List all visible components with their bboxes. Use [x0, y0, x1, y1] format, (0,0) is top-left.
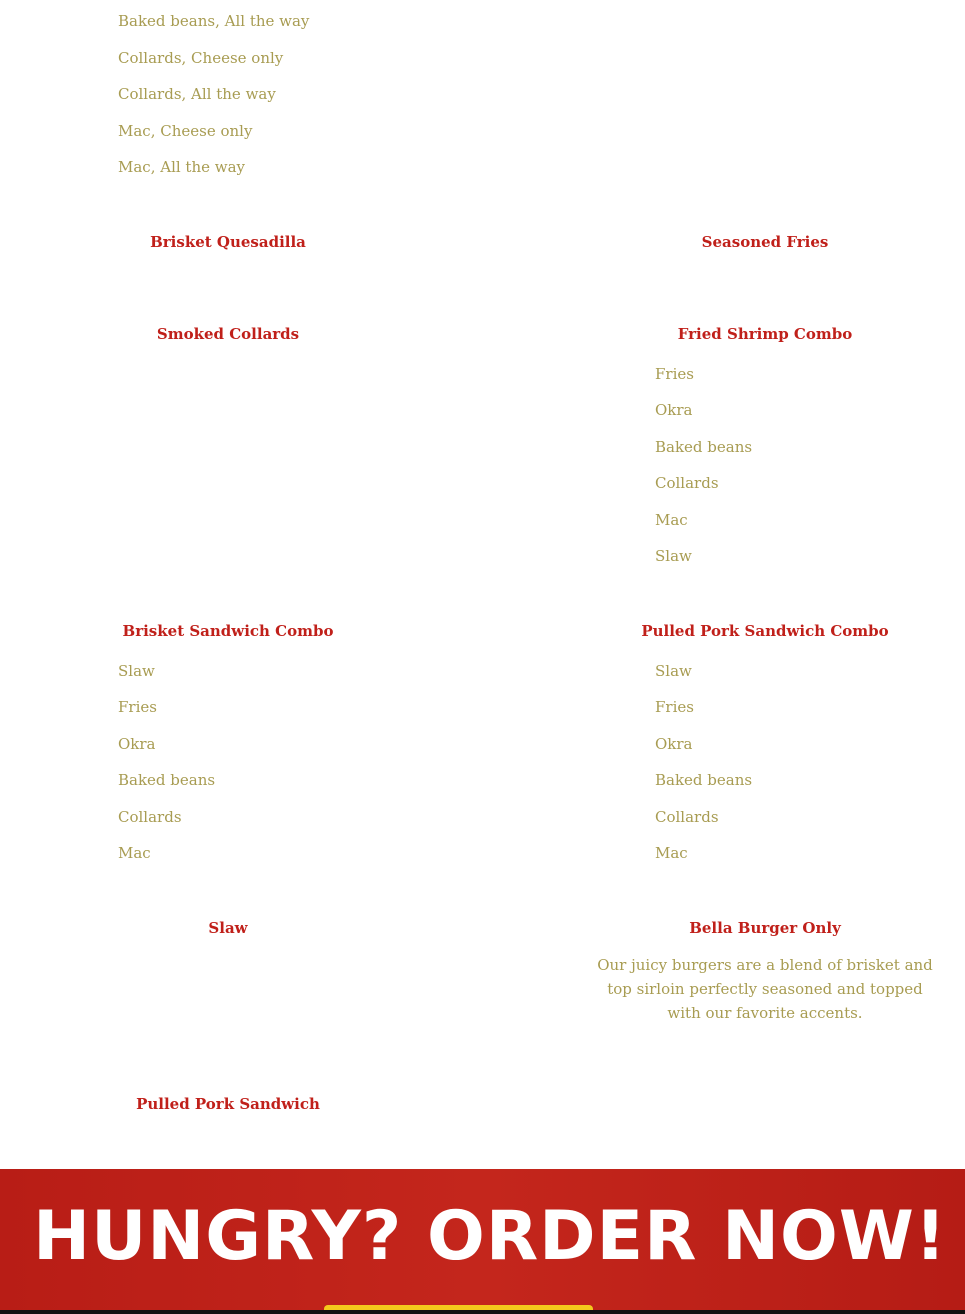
option-item[interactable]: Mac — [118, 844, 151, 862]
menu-item-title[interactable]: Brisket Quesadilla — [150, 233, 306, 251]
option-item[interactable]: Collards — [655, 474, 719, 492]
option-item[interactable]: Baked beans — [655, 771, 753, 789]
option-item[interactable]: Okra — [655, 401, 693, 419]
option-item[interactable]: Mac — [655, 511, 688, 529]
option-item[interactable]: Baked beans — [655, 438, 753, 456]
option-item[interactable]: Fries — [655, 365, 694, 383]
menu-item-title[interactable]: Seasoned Fries — [701, 233, 829, 251]
bottom-divider — [0, 1310, 965, 1314]
order-now-banner — [0, 1169, 965, 1314]
option-item[interactable]: Slaw — [118, 662, 155, 680]
option-item[interactable]: Collards, All the way — [118, 85, 276, 103]
option-item[interactable]: Collards, Cheese only — [118, 49, 284, 67]
option-item[interactable]: Baked beans, All the way — [118, 12, 310, 30]
menu-item-description: Our juicy burgers are a blend of brisket and top sirloin perfectly seasoned and topped with our favorite accents. — [597, 956, 933, 1022]
option-item[interactable]: Okra — [655, 735, 693, 753]
option-item[interactable]: Slaw — [655, 547, 692, 565]
option-item[interactable]: Collards — [655, 808, 719, 826]
option-item[interactable]: Mac, All the way — [118, 158, 246, 176]
option-item[interactable]: Baked beans — [118, 771, 216, 789]
banner-title: HUNGRY? ORDER NOW! — [33, 1197, 947, 1276]
menu-item-title[interactable]: Pulled Pork Sandwich — [136, 1095, 320, 1113]
menu-item-title[interactable]: Smoked Collards — [156, 325, 300, 343]
option-item[interactable]: Collards — [118, 808, 182, 826]
option-item[interactable]: Mac — [655, 844, 688, 862]
menu-item-title[interactable]: Fried Shrimp Combo — [677, 325, 853, 343]
option-item[interactable]: Okra — [118, 735, 156, 753]
option-item[interactable]: Fries — [655, 698, 694, 716]
option-item[interactable]: Fries — [118, 698, 157, 716]
option-item[interactable]: Mac, Cheese only — [118, 122, 253, 140]
menu-item-title[interactable]: Pulled Pork Sandwich Combo — [641, 622, 889, 640]
menu-item-title[interactable]: Bella Burger Only — [689, 919, 841, 937]
option-item[interactable]: Slaw — [655, 662, 692, 680]
menu-item-title[interactable]: Brisket Sandwich Combo — [122, 622, 334, 640]
menu-item-title[interactable]: Slaw — [208, 919, 248, 937]
